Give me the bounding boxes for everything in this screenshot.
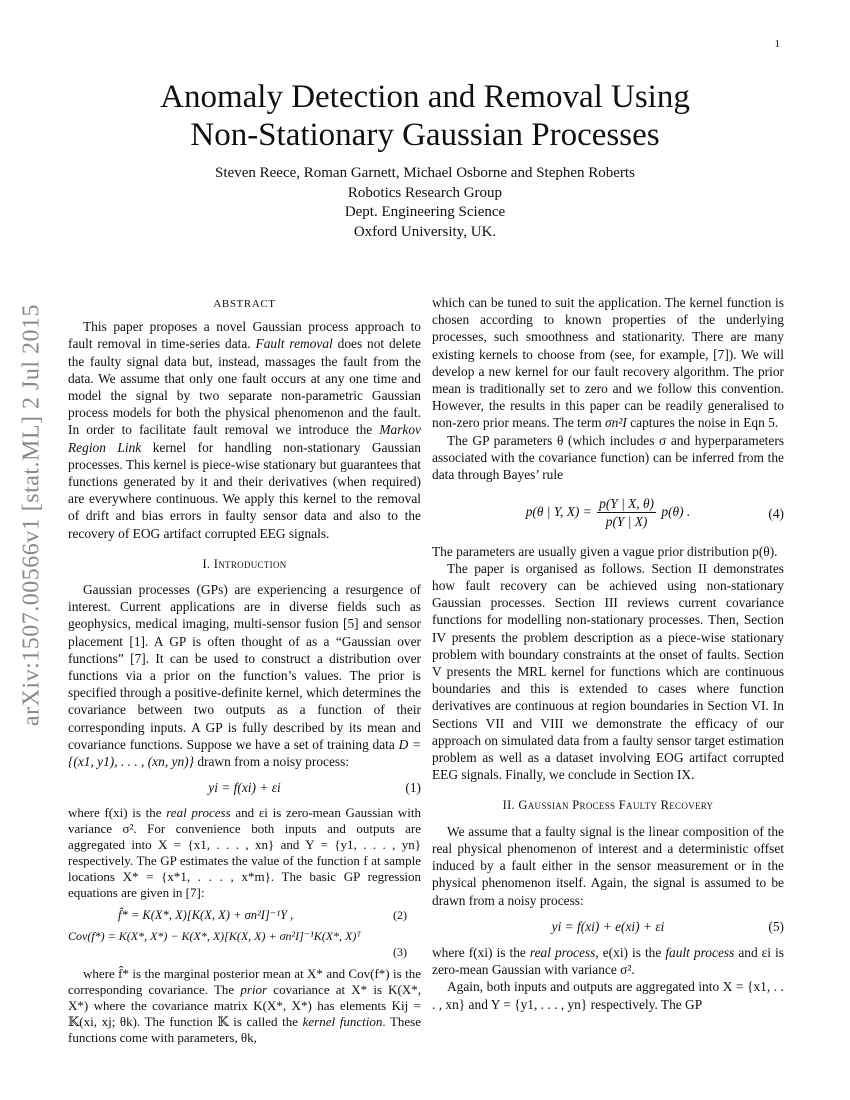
paragraph-text: , e(xi) is the (595, 944, 662, 960)
affiliation-university: Oxford University, UK. (353, 223, 497, 240)
intro-text: drawn from a noisy process: (197, 754, 350, 770)
model-paragraph (68, 805, 421, 901)
equation-2 (68, 907, 421, 924)
affiliation-group: Robotics Research Group (347, 184, 503, 201)
equation-1 (68, 779, 421, 796)
abstract-heading: ABSTRACT (213, 298, 276, 310)
fraction-denominator: p(Y | X) (605, 514, 648, 530)
paragraph-text: where f(xi) is the (68, 805, 162, 821)
equation-number: (3) (393, 944, 407, 959)
paragraph-emphasis: real process (166, 805, 231, 821)
section-heading-introduction (68, 556, 421, 573)
equation-lhs: p(θ | Y, X) = (525, 504, 592, 520)
prior-paragraph: The parameters are usually given a vague prior distribution p(θ). (432, 543, 778, 559)
paragraph-text: and εi is zero-mean Gaussian with variance σ². For convenience both inputs and outputs are aggregated into X = {x1, . . . , xn} and Y = {y1, . . . , yn} respectively. The GP estimates the value of the function f at sample locations X* = {x*1, . . . , x*m}. The basic GP regression equations are given in [7]: (68, 805, 421, 901)
title-line-1: Anomaly Detection and Removal Using (160, 79, 690, 115)
right-column (432, 294, 784, 1013)
paragraph-emphasis: kernel function (302, 1013, 383, 1029)
abstract-text (68, 318, 421, 542)
paragraph-text: where f(xi) is the (432, 944, 526, 960)
equation-number: (2) (393, 908, 407, 923)
bayes-paragraph: The GP parameters θ (which includes σ and hyperparameters associated with the covariance function) can be inferred from the data through Bayes’ rule (432, 432, 784, 483)
intro-text: Gaussian processes (GPs) are experiencing a resurgence of interest. Current applications are in diverse fields such as geophysics, medical imaging, multi-sensor fusion [5] and sensor placement [1]. A GP is often thought of as a “Gaussian over functions” [7]. It can be used to construct a distribution over functions via a prior on the function’s values. The prior is specified through a positive-definite kernel, which determines the covariance between two outputs as a function of their corresponding inputs. A GP is fully described by its mean and covariance functions. Suppose we have a set of training data (68, 582, 421, 752)
page-number: 1 (774, 38, 780, 50)
equation-body: Cov(f*) = K(X*, X*) − K(X*, X)[K(X, X) + σn²I]⁻¹K(X*, X)ᵀ (68, 928, 361, 943)
section-title: Gaussian Process Faulty Recovery (518, 798, 714, 813)
left-column (68, 296, 421, 1046)
equation-body: yi = f(xi) + e(xi) + εi (551, 918, 665, 934)
arxiv-stamp (12, 305, 52, 725)
section-number: II. (502, 798, 515, 813)
inline-math: D = {(x1, y1), . . . , (xn, yn)} (68, 736, 421, 770)
paragraph-emphasis: real process (529, 944, 596, 960)
paragraph-emphasis: fault process (665, 944, 735, 960)
paper-title (60, 78, 790, 154)
equation-number: (5) (768, 918, 784, 934)
abstract-emphasis: Fault removal (255, 336, 333, 352)
aggregation-paragraph: Again, both inputs and outputs are aggregated into X = {x1, . . . , xn} and Y = {y1, . . . , yn} respectively. The GP (432, 979, 784, 1012)
paragraph-text: and εi is zero-mean Gaussian with variance σ². (432, 944, 784, 978)
inline-math: σn²I (605, 415, 627, 431)
equation-number: (4) (768, 506, 784, 522)
kernel-paragraph (432, 294, 784, 432)
equation-fraction (597, 495, 656, 530)
author-block (60, 164, 790, 242)
paragraph-text: . These functions come with parameters, θk, (68, 1013, 422, 1045)
abstract-part: This paper proposes a novel Gaussian process approach to fault removal in time-series data. (68, 319, 421, 352)
paragraph-text: which can be tuned to suit the application. The kernel function is chosen according to known properties of the underlying processes, such smoothness and stationarity. There are many existing kernels to choose from (see, for example, [7]). We will develop a new kernel for our fault recovery algorithm. The prior mean is traditionally set to zero and we follow this convention. However, the results in this paper can be readily generalised to non-zero prior means. The term (432, 295, 784, 431)
paragraph-text: covariance at X* is K(X*, X*) where the covariance matrix K(X*, X*) has elements Kij = 𝕂(xi, xj; θk). The function 𝕂 is called the (68, 981, 422, 1029)
section-number: I. (202, 556, 211, 571)
posterior-paragraph (68, 966, 421, 1046)
intro-paragraph (68, 581, 421, 770)
equation-body: yi = f(xi) + εi (208, 780, 281, 796)
author-names: Steven Reece, Roman Garnett, Michael Osborne and Stephen Roberts (215, 165, 635, 181)
equation-5 (432, 918, 784, 935)
fault-assumption-paragraph: We assume that a faulty signal is the linear composition of the real physical phenomenon of interest and a deterministic offset induced by a fault either in the sensor measurement or in the physical phenomenon itself. Again, the signal is assumed to be drawn from a noisy process: (432, 823, 784, 908)
equation-rhs: p(θ) . (661, 504, 691, 520)
abstract-emphasis: Markov Region Link (68, 422, 422, 455)
title-line-2: Non-Stationary Gaussian Processes (190, 117, 660, 153)
abstract-part: does not delete the faulty signal data but, instead, massages the fault from the data. We assume that only one fault occurs at any one time and model the signal by two separate non-parametric Gaussian process models for both the physical phenomenon and the fault. In order to facilitate fault removal we introduce the (68, 336, 421, 438)
equation-4 (432, 495, 784, 530)
affiliation-dept: Dept. Engineering Science (344, 204, 506, 220)
paragraph-text: where f̂* is the marginal posterior mean at X* and Cov(f*) is the corresponding covariance. The (68, 965, 421, 997)
section-heading-gp-fault-recovery (432, 797, 784, 814)
equation-3 (68, 928, 421, 960)
paragraph-text: captures the noise in Eqn 5. (630, 415, 779, 431)
fraction-numerator: p(Y | X, θ) (597, 495, 656, 513)
outline-paragraph: The paper is organised as follows. Section II demonstrates how fault recovery can be achieved using non-stationary Gaussian processes. Section III reviews current covariance functions for modelling non-stationary processes. Then, Section IV presents the problem description as a piece-wise stationary problem with boundary constraints at the onset of faults. Section V presents the MRL kernel for functions which are continuous boundaries and this is extended to cases where function derivatives are continuous at region boundaries in Section VI. In Sections VII and VIII we demonstrate the efficacy of our approach on simulated data from a faulty sensor target estimation problem as well as a dataset involving EOG artifact corrupted EEG signals. Finally, we conclude in Section IX. (432, 560, 784, 783)
abstract-part: kernel for handling non-stationary Gaussian processes. This kernel is piece-wise stationary but guarantees that functions generated by it and their derivatives (when required) are everywhere continuous. We apply this kernel to the removal of drift and bias errors in faulty sensor data and also to the recovery of EOG artifact corrupted EEG signals. (68, 439, 421, 541)
paragraph-emphasis: prior (240, 981, 268, 997)
arxiv-id: arXiv:1507.00566v1 [stat.ML] 2 Jul 2015 (18, 303, 45, 727)
section-title: Introduction (213, 556, 287, 571)
equation-number: (1) (405, 780, 421, 796)
fault-process-paragraph (432, 944, 784, 978)
equation-body: f̂* = K(X*, X)[K(X, X) + σn²I]⁻¹Y , (118, 908, 294, 923)
